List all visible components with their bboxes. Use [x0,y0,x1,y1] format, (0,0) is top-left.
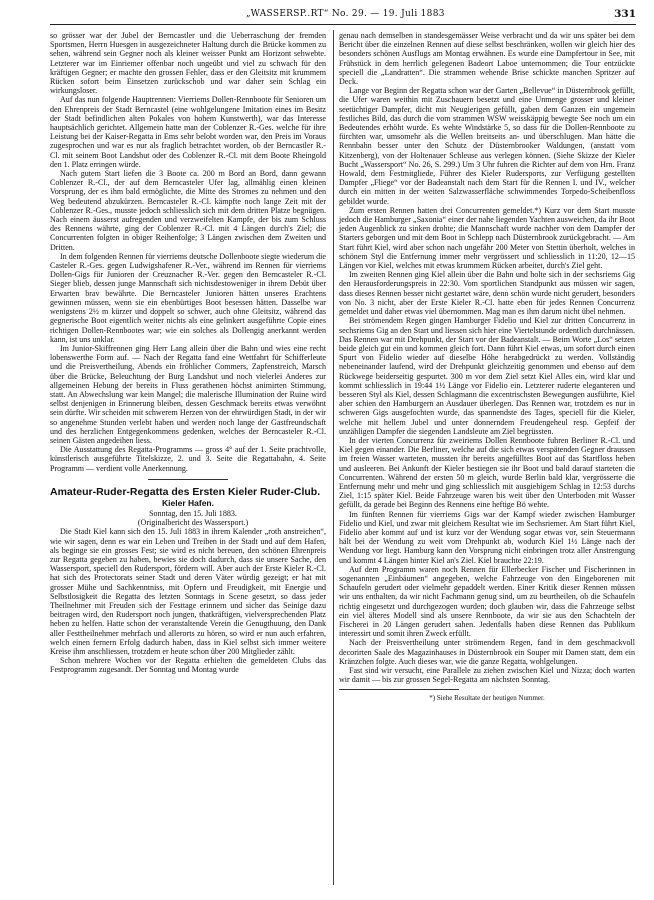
paragraph: Auf das nun folgende Hauptrennen: Vierriems Dollen-Rennboote für Senioren um den Ehrenpreis der Stadt Berncastel (eine wohlgelungene Imitation eines im Besitz der Stadt befindlichen alten Pokales von hohem Kunstwerth), war das Interesse hauptsächlich gerichtet. Allgemein hatte man der Coblenzer R.-Ges. welche für ihre Leistung bei der Kaiser-Regatta in Ems sehr belobt worden war, den Preis im Voraus zugesprochen und war es nur als fraglich betrachtet worden, ob der Berncastler R.-Cl. mit seinem Boot Landshut oder des Coblenzer R.-Cl. mit dem Boote Rheingold den 1. Platz erringen würde. [50,95,326,169]
paragraph: Nach der Preisvertheilung unter strömendem Regen, fand in dem geschmackvoll decorirten Saale des Magazinhauses in Düsternbrook ein Souper mit Damen statt, dem ein Kränzchen folgte. Auch dieses war, wie die ganze Regatta, wohlgelungen. [339,638,635,666]
paragraph: Zum ersten Rennen hatten drei Concurrenten gemeldet.*) Kurz vor dem Start musste jedoch die Hamburger „Saxonia“ einer der nahe liegenden Yachten ausweichen, da ihr Boot jeden Augenblick zu sinken drohte; die Mannschaft wurde nachher von dem Dampfer der Starters geborgen und mit dem Boot in Schlepp nach Düsternbrook zurückgebracht. — Am Start führt Kiel, wird aber schon nach ungefähr 200 Meter von Stettin überholt, welches in schönem Styl die Entfernung immer mehr vergrössert und schliesslich in 11:20, 12—15 Längen vor Kiel, welches mit etwas krummem Rücken arbeitet, durch's Ziel geht. [339,205,635,271]
article-place: Kieler Hafen. [162,497,214,508]
paragraph: Auf dem Programm waren noch Rennen für Ellerbecker Fischer und Fischerinnen in sogenannten „Einbäumen“ angegeben, welche Fahrzeuge von den Eingeborenen mit Schaufeln gerudert oder vielmehr gepaddelt werden. Einer Kritik dieser Rennen müssen wir uns enthalten, da wir nicht Fachmann genug sind, um zu beurtheilen, ob die Schaufeln richtig eingesetzt und durchgezogen wurden; doch glauben wir, dass die Fahrzeuge selbst ein viel älteres Modell sind als unsere Rennboote, da wir sie aus den Schachteln der Fischerei in 20 Längen gerudert sahen. Jedenfalls haben diese Rennen das Publikum interessirt und somit ihren Zweck erfüllt. [339,564,635,639]
article-date: Sonntag, den 15. Juli 1883. [149,508,237,518]
paragraph: genau nach demselben in standesgemässer Weise verbracht und da wir uns später bei dem Bericht über die einzelnen Rennen auf diese selbst beschränken, wollen wir gleich hier des besonders schönen Ausflugs am Montag erwähnen. Es wurde eine Dampfertour in See, mit Frühstück in dem herrlich gelegenen Badeort Laboe unternommen; die Tour entzückte speciell die „Landratten“. Die strammen wehende Brise schickte manchen Spritzer auf Deck. [339,31,635,87]
paragraph: Fast sind wir versucht, eine Parallele zu ziehen zwischen Kiel und Nizza; doch warten wir damit — bis zur grossen Segel-Regatta am nächsten Sonntag. [339,666,635,685]
paragraph: Lange vor Beginn der Regatta schon war der Garten „Bellevue“ in Düsternbrook gefüllt, die Ufer waren weithin mit Zuschauern besetzt und eine Unmenge grosser und kleiner seetüchtiger Dampfer, dicht mit Neugierigen gefüllt, gaben dem Ganzen ein ungemein festliches Bild, das durch die vom strammen WSW weisskäppig bewegte See noch um ein Bedeutendes erhöht wurde. Es wehte Windstärke 5, so dass für die Dollen-Rennboote zu fürchten war, umsomehr als die Wellen breitseits an- und überschlugen. Man hätte die Rennbahn besser unter den Schutz der Düsternbrooker Waldungen, (anstatt vom Kitzenberg), von der Holtenauer Schleuse aus verlegen können. (Siehe Skizze der Kieler Bucht „Wassersport“ No. 26, S. 299.) Um 3 Uhr fuhren die Richter auf dem von Hrn. Franz Howald, dem Festmitgliede, Führer des Kieler Rudersports, zur Verfügung gestellten Dampfer „Fliege“ vor der Badeanstalt nach dem Start für die Rennen I. und IV., welcher durch ein mitten in der weiten Salzwasserfläche schwimmendes Torpedo-Scheibenfloss gebildet wurde. [339,86,635,206]
section-divider [148,479,228,480]
paragraph: Im fünften Rennen für vierriems Gigs war der Kampf wieder zwischen Hamburger Fidelio und Kiel, und zwar mit gleichem Resultat wie im Sechsriemer. Am Start führt Kiel, Fidelio aber kommt auf und ist kurz vor der Wendung sogar etwas vor, sein Steuermann hält bei der Wendung zu weit vom Drehpunkt ab, wodurch Kiel 1½ Länge nach der Wendung vor liegt. Hamburg kann den Vorsprung nicht einbringen trotz aller Anstrengung und kommt 4 Längen hinter Kiel an's Ziel. Kiel brauchte 22:19. [339,509,635,565]
paragraph: Die Ausstattung des Regatta-Programms — gross 4° auf der 1. Seite prachtvolle, künstlerisch ausgeführte Titelskizze, 2. und 3. Seite die Regattabahn, 4. Seite Programm — verdient volle Anerkennung. [50,445,326,473]
right-column [339,31,635,704]
footnote-rule [339,689,459,690]
page-number: 331 [614,8,636,20]
article-title: Amateur-Ruder-Regatta des Ersten Kieler Ruder-Club. [50,485,321,498]
left-column [50,31,326,675]
running-title: „WASSERSP..RT“ No. 29. — 19. Juli 1883 [246,9,445,19]
paragraph: In dem folgenden Rennen für vierriems deutsche Dollenboote siegte wiederum die Casteler R.-Ges. gegen Ludwigshafener R.-Ver., während im Rennen für vierriems Dollen-Gigs für Junioren der Creuznacher R.-Ver. gegen den Berncasteler R.-Cl. Sieger blieb, dessen junge Mannschaft sich nichtsdestoweniger in ihrem Debüt über Erwarten brav bewährte. Die Berncasteler Junioren hätten unseres Erachtens gewinnen müssen, wenn sie ein ebenbürtiges Boot besessen hätten. Dasselbe war wenigstens 2½ m kürzer und doppelt so schwer, auch ohne Gleitsitz, während das gegnerische Boot eigentlich weiter nichts als eine gelinkert ausgeführte Copie eines richtigen Dollen-Rennbootes war; wie ein solches als Dollengig anerkannt werden kann, ist uns unklar. [50,251,326,344]
paragraph: Schon mehrere Wochen vor der Regatta erhielten die gemeldeten Clubs das Festprogramm zugesandt. Der Sonntag und Montag wurde [50,656,326,675]
header-rule [50,24,636,25]
paragraph: Bei strömendem Regen gingen Hamburger Fidelio und Kiel zur dritten Concurrenz in sechsriems Gig an den Start und liessen sich hier eine Viertelstunde ordentlich durchnässen. Das Rennen war mit Drehpunkt, der Start vor der Badeanstalt. — Beim Worte „Los“ setzen beide gleich gut ein und kommen gleich fort. Dann führt Kiel etwas, um sofort durch einen Spurt von Fidelio wieder auf dieselbe Höhe herabgedrückt zu werden. Vollständig nebeneinander laufend, wird der Drehpunkt gleichzeitig genommen und ebenso auf dem Rückwege beiderseitig gespurtet. 300 m vor dem Ziel setzt Kiel Alles ein, wird klar und kommt schliesslich in 19:44 1½ Länge vor Fidelio ein. Letzterer ruderte eleganteren und besseren Styl als Kiel, dessen Schlagmann die excentrischsten Bewegungen ausführte, Kiel aber schien den Hamburgern an Ausdauer überlegen. Das Rennen war, trotzdem es nur in schweren Gigs ausgefochten wurde, das spannendste des Tages, speciell für die Kieler, welche mit hellem Jubel und unter donnerndem Freudengeheul resp. Gepfeif der unzähligen Dampfer die siegenden Landsleute am Ziel begrüssten. [339,316,635,436]
paragraph: Im Junior-Skiffrennen ging Herr Lang allein über die Bahn und wies eine recht lobenswerthe Form auf. — Nach der Regatta fand eine Wettfahrt für Schifferleute und die Preisvertheilung, Abends ein fröhlicher Commers, Zapfenstreich, Marsch über die Brücke, Beleuchtung der Burg Landshut und noch vielerlei Anderes zur allgemeinen Hebung der bereits in Fluss gerathenen höchst animirten Stimmung, statt. An Abwechslung war kein Mangel; die malerische Illumination der Ruine wird selbst denjenigen in Erinnerung bleiben, dessen Geschmack bereits etwas verwöhnt sein dürfte. Wir scheiden mit schwerem Herzen von der ehrwürdigen Stadt, in der wir so angenehme Stunden verlebt haben und werden noch lange der Gastfreundschaft und des herzlichen Entgegenkommens gedenken, welches der Berncasteler R.-Cl. seinen Gästen angedeihen liess. [50,343,326,445]
column-divider [333,30,334,885]
footnote: *) Siehe Resultate der heutigen Nummer. [429,694,545,703]
page-header [0,9,654,23]
paragraph: In der vierten Concurrenz für zweiriems Dollen Rennboote fuhren Berliner R.-Cl. und Kiel gegen einander. Die Berliner, welche auf die sich etwas verspätenden Gegner draussen im freien Wasser warteten, mussten ihr bereits angefülltes Boot auf das Startfloss heben und ausleeren. Bei Ankunft der Kieler bestiegen sie ihr Boot und bald darauf starteten die Concurrenten. Während der ersten 50 m gleich, wurde Berlin bald klar, vergrösserte die Entfernung mehr und mehr und ging schliesslich mit ausgiebigem Schlag in 12:53 durchs Ziel, 1:15 später Kiel. Beide Fahrzeuge waren bis weit über den Unterboden mit Wasser gefüllt, da gerade bei Beginn des Rennens eine heftige Bö wehte. [339,435,635,510]
paragraph: Nach gutem Start liefen die 3 Boote ca. 200 m Bord an Bord, dann gewann Coblenzer R.-Cl., der auf dem Berncasteler Ufer lag, allmählig einen kleinen Vorsprung, der es ihm bald ermöglichte, die Mitte des Stromes zu nehmen und den Weg bedeutend abzukürzen. Berncasteler R.-Cl. kämpfte noch lange Zeit mit der Coblenzer R.-Ges., musste jedoch schliesslich sich mit dem dritten Platze begnügen. Nach einem äusserst aufregenden und verzweifelten Kampfe, der bis zum Schluss des Rennens währte, ging der Coblenzer R.-Cl. mit 4 Längen durch's Ziel; die Concurrenten folgten in obiger Reihenfolge; 3 Längen zwischen dem Zweiten und Dritten. [50,169,326,252]
paragraph: Im zweiten Rennen ging Kiel allein über die Bahn und holte sich in der sechsriems Gig den Herausforderungspreis in 22:30. Vom sportlichen Standpunkt aus müssen wir sagen, dass dieses Rennen besser nicht gestartet wäre, denn schön wurde nicht gerudert, besonders von No. 3 nicht, aber der Erste Kieler R.-Cl. hatte eben für jedes Rennen Concurrenz gemeldet und daher etwas viel übernommen. Mag man es ihm darum nicht übel nehmen. [339,270,635,317]
article-source: (Originalbericht des Wassersport.) [137,518,249,528]
paragraph: so grösser war der Jubel der Berncastler und die Ueberraschung der fremden Sportsmen, Herrn Huesgen in ausgezeichneter Haltung durch die Brücke kommen zu sehen, während sein Gegner noch als kleiner weisser Punkt am Horizont sehwebte. Letzterer war im Einriemer offenbar noch ungeübt und viel zu schwach für den kräftigen Gegner; er machte den grossen Fehler, dass er den Gleitsitz mit krummem Rücken sofort beim Einsetzen zurückschob und war daher sein Schlag ein wirkungsloser. [50,31,326,96]
paragraph: Die Stadt Kiel kann sich den 15. Juli 1883 in ihrem Kalender „roth anstreichen“, wie wir sagen, denn es war ein Leben und Treiben in der Stadt und auf dem Hafen, als beginge sie ein grosses Fest; sie wird es nicht bereuen, den schönen Ehrenpreis zur Regatta gegeben zu haben, bewies sie doch dadurch, dass sie unsere Sache, den Wassersport, speciell den Rudersport, fördern will. Aber auch der Erste Kieler R.-Cl. hat sich des Protectorats seiner Stadt und deren Väter würdig gezeigt; er hat mit grosser Mühe und Sachkenntniss, mit Opfern und Freudigkeit, mit Energie und Selbstlosigkeit die Regatta des letzten Sonntags in Scene gesetzt, so dass jeder Theilnehmer mit Freuden sich der Festtage erinnern und sicher das Seinige dazu beitragen wird, den Rudersport noch jungen, thatkräftigen, vielversprechenden Platz heben zu helfen. Hatte schon der veranstaltende Verein die Genugthuung, den Dank aller Festtheilnehmer mehrfach und allerorts zu hören, so wird er nun auch erfahren, welch einen fernern Erfolg dadurch haben, dass in Kiel selbst sich immer weitere Kreise ihm anschliessen, trotzdem er heute schon über 200 Mitglieder zählt. [50,527,326,656]
